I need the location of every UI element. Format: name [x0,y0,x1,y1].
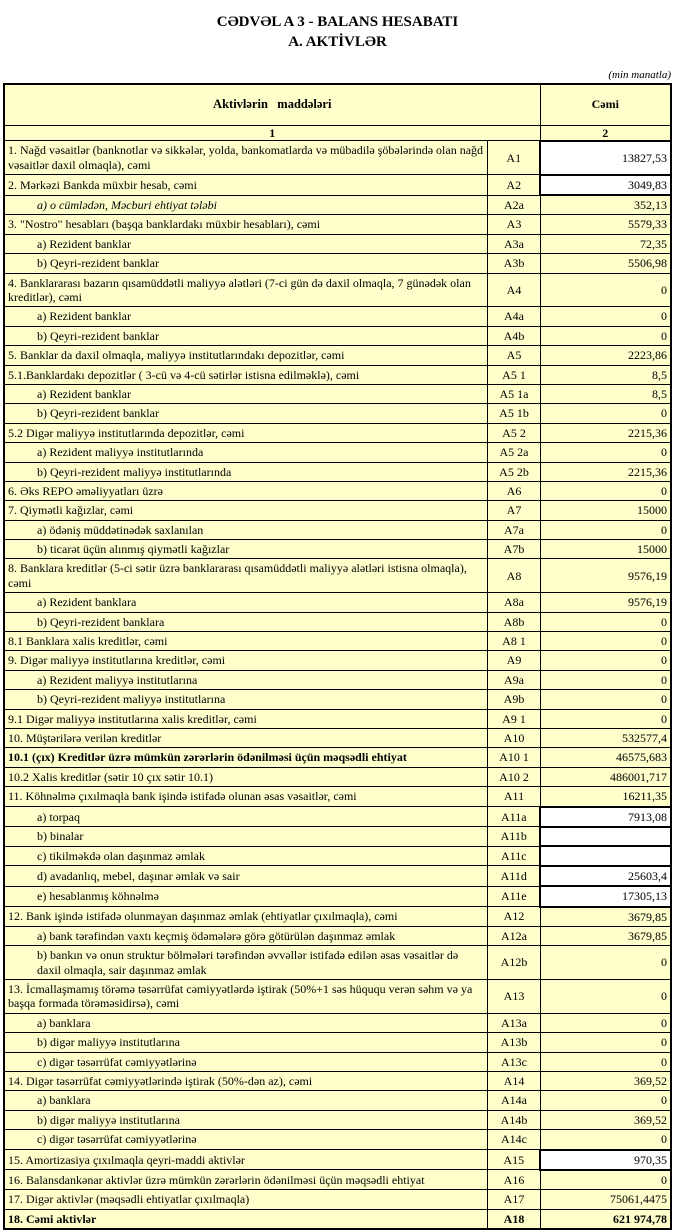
asset-item-label: b) Qeyri-rezident banklara [4,612,488,631]
asset-item-value: 72,35 [540,234,671,253]
table-row [4,690,671,709]
asset-item-label: 7. Qiymətli kağızlar, cəmi [4,501,488,520]
asset-item-value: 16211,35 [540,787,671,807]
asset-item-code: A13a [488,1013,540,1032]
table-row [4,326,671,345]
asset-item-value: 369,52 [540,1110,671,1129]
asset-item-value: 0 [540,326,671,345]
asset-item-code: A11b [488,827,540,846]
asset-item-value: 2215,36 [540,423,671,442]
asset-item-code: A13 [488,980,540,1014]
asset-item-value: 0 [540,1091,671,1110]
table-row [4,559,671,593]
asset-item-value: 5579,33 [540,215,671,234]
asset-item-value: 0 [540,520,671,539]
asset-item-value: 0 [540,670,671,689]
asset-item-label: e) hesablanmış köhnəlmə [4,886,488,906]
asset-item-value: 0 [540,443,671,462]
asset-item-label: b) Qeyri-rezident banklar [4,404,488,423]
table-row [4,423,671,442]
table-row [4,907,671,927]
document-title-line1: CƏDVƏL A 3 - BALANS HESABATI [0,12,675,32]
asset-item-code: A3b [488,254,540,273]
asset-item-code: A13c [488,1052,540,1071]
asset-item-code: A12b [488,946,540,980]
asset-item-label: b) bankın və onun struktur bölmələri tərəfindən əvvəllər istifadə edilən əsas vəsaitlər də daxil olmaqla, sair daşınmaz əmlak [4,946,488,980]
asset-item-value: 2215,36 [540,462,671,481]
asset-item-label: a) Rezident banklar [4,307,488,326]
table-row [4,748,671,767]
asset-item-code: A15 [488,1150,540,1170]
asset-item-value: 486001,717 [540,767,671,786]
table-row [4,404,671,423]
asset-item-code: A9 1 [488,709,540,728]
asset-item-value: 621 974,78 [540,1209,671,1229]
asset-item-code: A14 [488,1072,540,1091]
asset-item-label: b) Qeyri-rezident maliyyə institutlarında [4,462,488,481]
asset-item-value: 0 [540,1033,671,1052]
asset-item-value: 0 [540,1170,671,1190]
asset-item-value: 17305,13 [540,886,671,906]
asset-item-code: A5 2 [488,423,540,442]
asset-item-code: A3 [488,215,540,234]
asset-item-label: b) Qeyri-rezident banklar [4,326,488,345]
table-row [4,787,671,807]
asset-item-label: 6. Əks REPO əməliyyatları üzrə [4,481,488,500]
asset-item-label: 10. Müştərilərə verilən kreditlər [4,729,488,748]
asset-item-label: 15. Amortizasiya çıxılmaqla qeyri-maddi aktivlər [4,1150,488,1170]
asset-item-value: 369,52 [540,1072,671,1091]
table-row [4,1209,671,1229]
asset-item-value: 0 [540,632,671,651]
asset-item-value: 5506,98 [540,254,671,273]
column-number-row [4,125,671,141]
asset-item-code: A10 2 [488,767,540,786]
asset-item-label: a) Rezident maliyyə institutlarına [4,670,488,689]
table-row [4,946,671,980]
asset-item-code: A14a [488,1091,540,1110]
asset-item-label: b) digər maliyyə institutlarına [4,1110,488,1129]
asset-item-code: A9a [488,670,540,689]
table-row [4,612,671,631]
asset-item-code: A12a [488,926,540,945]
asset-item-value: 0 [540,612,671,631]
table-row [4,886,671,906]
document-title [0,0,675,53]
unit-note: (min manatla) [0,69,671,81]
asset-item-value: 0 [540,709,671,728]
asset-item-code: A5 1 [488,365,540,384]
asset-item-label: c) tikilməkdə olan daşınmaz əmlak [4,846,488,865]
table-row [4,443,671,462]
asset-item-value: 532577,4 [540,729,671,748]
asset-item-code: A16 [488,1170,540,1190]
table-row [4,346,671,365]
table-row [4,866,671,886]
asset-item-label: 17. Digər aktivlər (məqsədli ehtiyatlar çıxılmaqla) [4,1190,488,1209]
asset-item-code: A11e [488,886,540,906]
asset-item-label: 9. Digər maliyyə institutlarına kreditlər, cəmi [4,651,488,670]
table-row [4,1072,671,1091]
asset-item-code: A8b [488,612,540,631]
asset-item-value: 75061,4475 [540,1190,671,1209]
table-row [4,540,671,559]
asset-item-value: 0 [540,481,671,500]
asset-item-label: a) banklara [4,1091,488,1110]
asset-item-code: A9 [488,651,540,670]
asset-item-code: A7 [488,501,540,520]
asset-item-label: a) Rezident banklar [4,384,488,403]
table-row [4,651,671,670]
asset-item-label: 1. Nağd vəsaitlər (banknotlar və sikkələr, yolda, bankomatlarda və mübadilə şöbələrində olan nağd vəsaitlər daxil olmaqla), cəmi [4,141,488,175]
asset-item-value: 3679,85 [540,926,671,945]
asset-item-value [540,846,671,865]
asset-item-label: 5. Banklar da daxil olmaqla, maliyyə institutlarındakı depozitlər, cəmi [4,346,488,365]
asset-item-label: a) torpaq [4,807,488,827]
asset-item-value: 0 [540,307,671,326]
table-row [4,593,671,612]
asset-item-value: 970,35 [540,1150,671,1170]
asset-item-code: A13b [488,1033,540,1052]
assets-table [3,83,672,1230]
asset-item-code: A1 [488,141,540,175]
table-row [4,1170,671,1190]
asset-item-code: A4a [488,307,540,326]
table-row [4,1110,671,1129]
asset-item-label: 14. Digər təsərrüfat cəmiyyətlərində iştirak (50%-dən az), cəmi [4,1072,488,1091]
asset-item-code: A2a [488,195,540,215]
asset-item-value: 8,5 [540,365,671,384]
asset-item-label: a) bank tərəfindən vaxtı keçmiş ödəmələrə görə götürülən daşınmaz əmlak [4,926,488,945]
asset-item-value: 352,13 [540,195,671,215]
table-row [4,234,671,253]
table-row [4,141,671,175]
asset-item-value: 0 [540,690,671,709]
asset-item-label: 5.2 Digər maliyyə institutlarında depozitlər, cəmi [4,423,488,442]
document-title-line2: A. AKTİVLƏR [0,32,675,52]
asset-item-code: A9b [488,690,540,709]
asset-item-label: 12. Bank işində istifadə olunmayan daşınmaz əmlak (ehtiyatlar çıxılmaqla), cəmi [4,907,488,927]
asset-item-value: 25603,4 [540,866,671,886]
table-row [4,827,671,846]
asset-item-code: A6 [488,481,540,500]
asset-item-code: A12 [488,907,540,927]
table-header-row [4,84,671,126]
table-row [4,307,671,326]
asset-item-code: A5 1a [488,384,540,403]
table-row [4,632,671,651]
table-row [4,365,671,384]
table-row [4,1033,671,1052]
asset-item-label: 2. Mərkəzi Bankda müxbir hesab, cəmi [4,175,488,195]
table-row [4,670,671,689]
asset-item-label: b) binalar [4,827,488,846]
asset-item-code: A18 [488,1209,540,1229]
table-row [4,926,671,945]
table-row [4,980,671,1014]
asset-item-code: A11c [488,846,540,865]
asset-item-code: A10 [488,729,540,748]
asset-item-code: A4 [488,273,540,307]
table-row [4,1150,671,1170]
asset-item-code: A11d [488,866,540,886]
asset-item-code: A3a [488,234,540,253]
table-row [4,1013,671,1032]
asset-item-value: 46575,683 [540,748,671,767]
table-row [4,846,671,865]
table-row [4,481,671,500]
asset-item-label: a) banklara [4,1013,488,1032]
asset-item-label: a) ödəniş müddətinədək saxlanılan [4,520,488,539]
asset-item-label: 10.1 (çıx) Kreditlər üzrə mümkün zərərlərin ödənilməsi üçün məqsədli ehtiyat [4,748,488,767]
table-row [4,807,671,827]
asset-item-label: c) digər təsərrüfat cəmiyyətlərinə [4,1130,488,1150]
asset-item-label: a) Rezident banklar [4,234,488,253]
asset-item-code: A4b [488,326,540,345]
asset-item-label: 8. Banklara kreditlər (5-ci sətir üzrə banklararası qısamüddətli maliyyə alətləri istisna olmaqla), cəmi [4,559,488,593]
table-row [4,709,671,728]
asset-table-body [4,141,671,1229]
asset-item-value: 13827,53 [540,141,671,175]
table-row [4,1052,671,1071]
table-row [4,501,671,520]
asset-item-code: A17 [488,1190,540,1209]
asset-item-label: 16. Balansdankənar aktivlər üzrə mümkün zərərlərin ödənilməsi üçün məqsədli ehtiyat [4,1170,488,1190]
asset-item-value: 3049,83 [540,175,671,195]
table-row [4,1130,671,1150]
table-row [4,384,671,403]
asset-item-code: A7b [488,540,540,559]
asset-item-value: 0 [540,651,671,670]
asset-item-label: 4. Banklararası bazarın qısamüddətli maliyyə alətləri (7-ci gün də daxil olmaqla, 7 günədək olan kreditlər), cəmi [4,273,488,307]
asset-item-value: 0 [540,946,671,980]
column-header-total: Cəmi [540,84,671,126]
asset-item-label: 11. Köhnəlmə çıxılmaqla bank işində istifadə olunan əsas vəsaitlər, cəmi [4,787,488,807]
asset-item-code: A8a [488,593,540,612]
table-row [4,1091,671,1110]
asset-item-label: 5.1.Banklardakı depozitlər ( 3-cü və 4-cü sətirlər istisna edilməklə), cəmi [4,365,488,384]
asset-item-value [540,827,671,846]
column-number-2: 2 [540,125,671,141]
asset-item-label: a) o cümlədən, Məcburi ehtiyat tələbi [4,195,488,215]
asset-item-value: 0 [540,1130,671,1150]
asset-item-value: 15000 [540,501,671,520]
asset-item-label: b) digər maliyyə institutlarına [4,1033,488,1052]
asset-item-value: 7913,08 [540,807,671,827]
asset-item-code: A8 1 [488,632,540,651]
asset-item-code: A11a [488,807,540,827]
asset-item-label: b) ticarət üçün alınmış qiymətli kağızlar [4,540,488,559]
asset-item-label: a) Rezident maliyyə institutlarında [4,443,488,462]
asset-item-code: A5 1b [488,404,540,423]
asset-item-label: d) avadanlıq, mebel, daşınar əmlak və sair [4,866,488,886]
asset-item-code: A14c [488,1130,540,1150]
asset-item-code: A5 2b [488,462,540,481]
asset-item-code: A14b [488,1110,540,1129]
asset-item-code: A5 [488,346,540,365]
asset-item-label: 18. Cəmi aktivlər [4,1209,488,1229]
table-row [4,462,671,481]
table-row [4,254,671,273]
asset-item-code: A11 [488,787,540,807]
asset-item-label: a) Rezident banklara [4,593,488,612]
asset-item-code: A7a [488,520,540,539]
asset-item-label: 9.1 Digər maliyyə institutlarına xalis kreditlər, cəmi [4,709,488,728]
table-row [4,195,671,215]
asset-item-label: 10.2 Xalis kreditlər (sətir 10 çıx sətir 10.1) [4,767,488,786]
asset-item-value: 9576,19 [540,559,671,593]
asset-item-value: 9576,19 [540,593,671,612]
asset-item-code: A8 [488,559,540,593]
asset-item-code: A5 2a [488,443,540,462]
asset-item-value: 0 [540,980,671,1014]
asset-item-label: 3. "Nostro" hesabları (başqa banklardakı müxbir hesabları), cəmi [4,215,488,234]
table-row [4,520,671,539]
asset-item-value: 0 [540,404,671,423]
asset-item-value: 0 [540,1013,671,1032]
asset-item-label: b) Qeyri-rezident maliyyə institutlarına [4,690,488,709]
asset-item-code: A10 1 [488,748,540,767]
table-row [4,215,671,234]
asset-item-value: 0 [540,1052,671,1071]
asset-item-value: 2223,86 [540,346,671,365]
asset-item-code: A2 [488,175,540,195]
asset-item-label: 13. İcmallaşmamış törəmə təsərrüfat cəmiyyətlərdə iştirak (50%+1 səs hüququ verən səhm və ya başqa formada törəməsidirsə), cəmi [4,980,488,1014]
asset-item-value: 8,5 [540,384,671,403]
asset-item-label: b) Qeyri-rezident banklar [4,254,488,273]
asset-item-value: 0 [540,273,671,307]
column-header-items: Aktivlərin maddələri [4,84,540,126]
column-number-1: 1 [4,125,540,141]
table-row [4,273,671,307]
table-row [4,729,671,748]
asset-item-label: 8.1 Banklara xalis kreditlər, cəmi [4,632,488,651]
asset-item-value: 15000 [540,540,671,559]
asset-item-label: c) digər təsərrüfat cəmiyyətlərinə [4,1052,488,1071]
table-row [4,767,671,786]
table-row [4,175,671,195]
asset-item-value: 3679,85 [540,907,671,927]
